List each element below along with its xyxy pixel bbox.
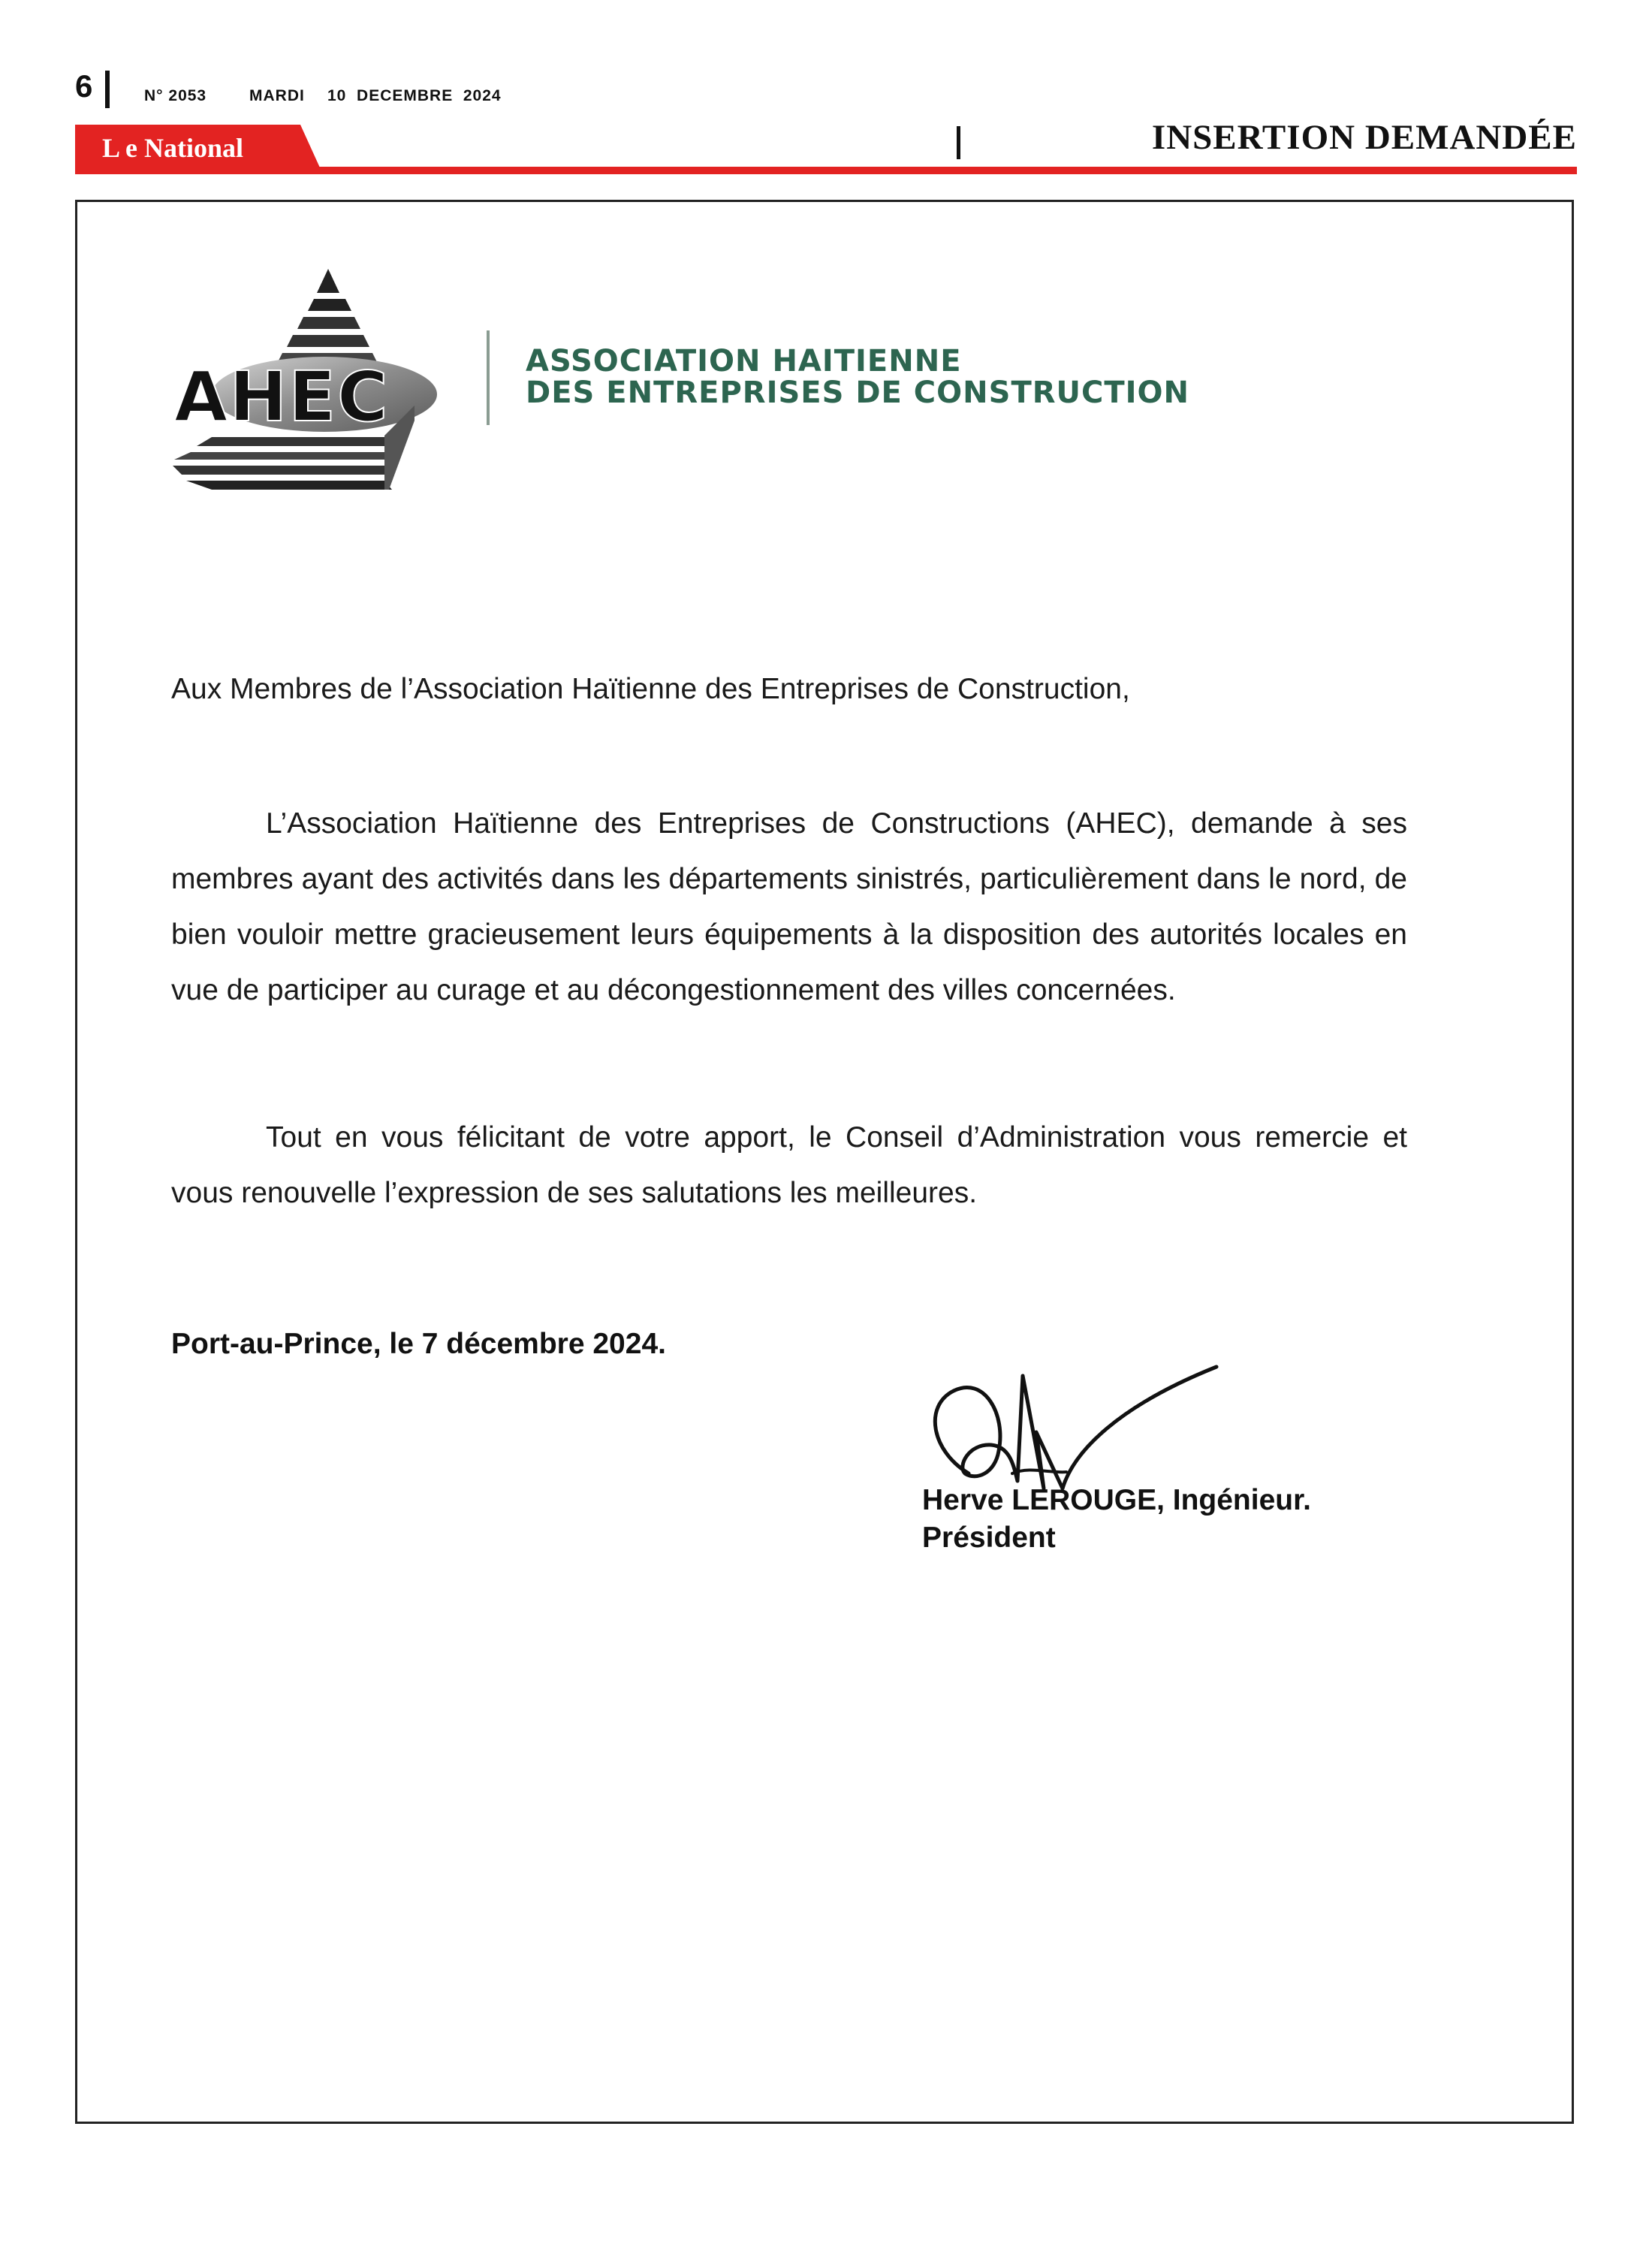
issue-number: N° 2053 (144, 87, 207, 104)
letter-paragraph-1: L’Association Haïtienne des Entreprises de Constructions (AHEC), demande à ses membres ayant des activités dans les départements sinistrés, particulièrement dans le nord, de bien vouloir mettre gracieusement leurs équipements à la disposition des autorités locales en vue de participer au curage et au décongestionnement des villes concernées. (171, 807, 1407, 1006)
issue-date: 10 DECEMBRE 2024 (327, 87, 502, 104)
org-name-line2: DES ENTREPRISES DE CONSTRUCTION (526, 376, 1190, 410)
org-name-line1: ASSOCIATION HAITIENNE (526, 344, 962, 379)
issue-weekday: MARDI (249, 87, 305, 104)
section-title: INSERTION DEMANDÉE (1151, 118, 1577, 157)
page-number-divider (105, 71, 110, 108)
section-divider (957, 126, 960, 159)
logo-divider (487, 330, 490, 425)
signer-name: Herve LEROUGE, Ingénieur. (922, 1484, 1311, 1516)
header-rule (75, 167, 1577, 174)
logo-acronym: AHEC (174, 357, 390, 437)
signer-title: Président (922, 1522, 1056, 1554)
ahec-logo (167, 263, 482, 496)
newspaper-name: L e National (102, 133, 244, 163)
place-and-date: Port-au-Prince, le 7 décembre 2024. (171, 1328, 666, 1360)
page-number: 6 (75, 68, 93, 104)
letter-paragraph-2: Tout en vous félicitant de votre apport, le Conseil d’Administration vous remercie et vous renouvelle l’expression de ses salutations les meilleures. (171, 1121, 1407, 1209)
letter-salutation: Aux Membres de l’Association Haïtienne des Entreprises de Construction, (171, 673, 1130, 705)
